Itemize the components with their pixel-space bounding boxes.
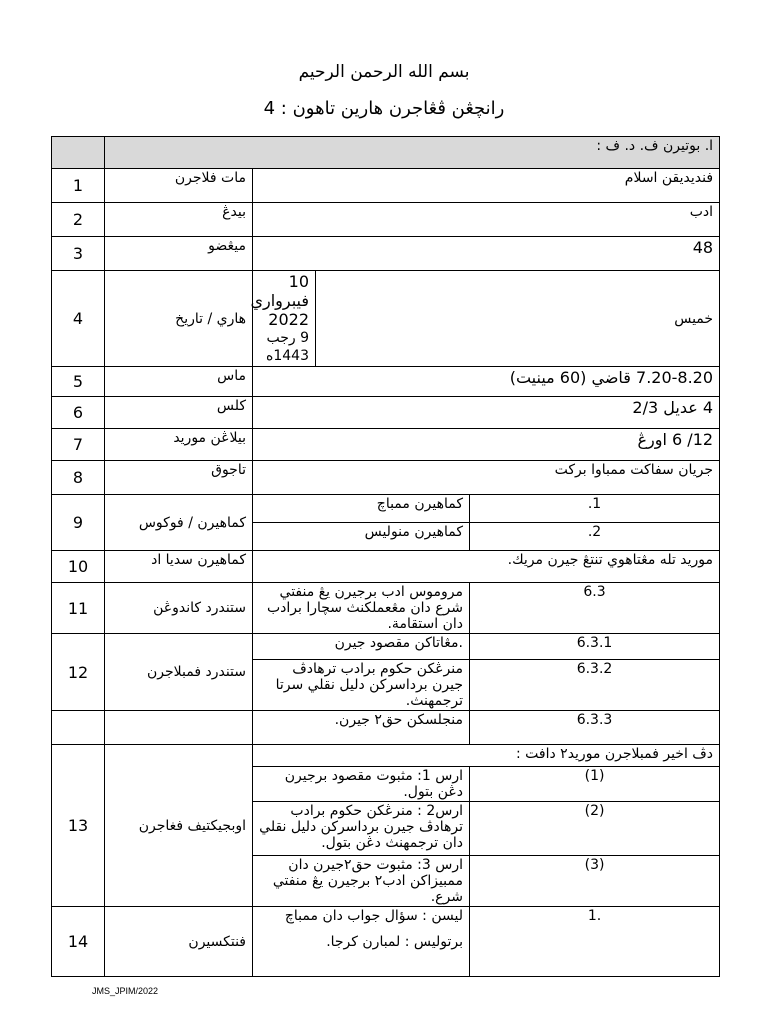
row-label: مات فلاجرن [105, 169, 253, 203]
row-label: بيلاڠن موريد [105, 429, 253, 461]
objective-1-value: ارس 1: مثبوت مقصود برجيرن دڠن بتول. [253, 767, 470, 802]
section-header-row [52, 137, 720, 169]
standard-3-code: 6.3.3 [470, 711, 720, 745]
day-value: خميس [316, 271, 720, 367]
table-row [52, 397, 720, 429]
standard-1-value: .مڠاتاكن مقصود جيرن [253, 634, 470, 660]
row-label: ميڠضو [105, 237, 253, 271]
content-standard-value: مروموس ادب برجيرن يڠ منفتي شرع دان مڠعملكنث سچارا برادب دان استقامة. [253, 583, 470, 634]
table-row [52, 271, 720, 367]
row-number: 7 [52, 429, 105, 461]
row-number: 4 [52, 271, 105, 367]
table-row [52, 907, 720, 977]
standard-3-value: منجلسكن حق٢ جيرن. [253, 711, 470, 745]
row-label: اوبجيكتيف فغاجرن [105, 745, 253, 907]
field-value: ادب [253, 203, 720, 237]
objective-1-number: (1) [470, 767, 720, 802]
row-label: هاري / تاريخ [105, 271, 253, 367]
row-label: فنتكسيرن [105, 907, 253, 977]
footer-code: JMS_JPIM/2022 [92, 986, 159, 996]
objective-2-value: ارس2 : منرڠكن حكوم برادب ترهادڤ جيرن برداسركن دليل نقلي دان ترجمهنث دڠن بتول. [253, 802, 470, 856]
table-row [52, 203, 720, 237]
row-number: 3 [52, 237, 105, 271]
row-number: 12 [52, 634, 105, 711]
assessment-2-value: برتوليس : لمبارن كرجا. [326, 934, 463, 950]
row-number: 1 [52, 169, 105, 203]
class-value: 4 عديل 2/3 [253, 397, 720, 429]
skill-1-number: 1. [470, 495, 720, 523]
table-row [52, 583, 720, 634]
assessment-1-value: ليسن : سؤال جواب دان ممباچ [284, 908, 463, 924]
row-number: 11 [52, 583, 105, 634]
week-value: 48 [253, 237, 720, 271]
date-hijri: 9 رجب 1443ه [266, 330, 309, 364]
table-row [52, 237, 720, 271]
row-number: 9 [52, 495, 105, 551]
prior-knowledge-value: موريد تله مڠتاهوي تنتڠ جيرن مريك. [253, 551, 720, 583]
row-label: كلس [105, 397, 253, 429]
row-label: ستندرد فمبلاجرن [105, 634, 253, 711]
standard-2-code: 6.3.2 [470, 660, 720, 711]
row-label: ماس [105, 367, 253, 397]
row-number: 8 [52, 461, 105, 495]
objective-3-number: (3) [470, 856, 720, 907]
row-label: ستندرد كاندوڠن [105, 583, 253, 634]
subject-value: فنديديقن اسلام [253, 169, 720, 203]
table-row [52, 367, 720, 397]
standard-2-value: منرڠكن حكوم برادب ترهادڤ جيرن برداسركن دليل نقلي سرتا ترجمهنث. [253, 660, 470, 711]
table-row [52, 461, 720, 495]
student-count-value: 12/ 6 اورڠ [253, 429, 720, 461]
row-label: تاجوق [105, 461, 253, 495]
table-row [52, 711, 720, 745]
row-number: 2 [52, 203, 105, 237]
row-number: 10 [52, 551, 105, 583]
table-row [52, 745, 720, 767]
skill-2-value: كماهيرن منوليس [253, 523, 470, 551]
skill-2-number: 2. [470, 523, 720, 551]
row-number: 6 [52, 397, 105, 429]
date-gregorian: 10 فيبرواري 2022 [250, 272, 309, 329]
section-title: ا. بوتيرن ف. د. ف : [105, 137, 720, 169]
row-label: كماهيرن / فوكوس [105, 495, 253, 551]
lesson-plan-table [51, 136, 720, 977]
bismillah-heading: بسم الله الرحمن الرحيم [298, 62, 470, 82]
topic-value: جريان سفاكت ممباوا بركت [253, 461, 720, 495]
objective-3-value: ارس 3: مثبوت حق٢جيرن دان ممبيزاكن ادب٢ برجيرن يڠ منفتي شرع. [253, 856, 470, 907]
skill-1-value: كماهيرن ممباچ [253, 495, 470, 523]
table-row [52, 634, 720, 660]
objective-2-number: (2) [470, 802, 720, 856]
table-row [52, 169, 720, 203]
table-row [52, 551, 720, 583]
time-value: 7.20-8.20 قاضي (60 مينيت) [253, 367, 720, 397]
row-label: بيدڠ [105, 203, 253, 237]
row-label: كماهيرن سديا اد [105, 551, 253, 583]
standard-1-code: 6.3.1 [470, 634, 720, 660]
table-row [52, 495, 720, 523]
page-title: رانچڠن ڤڠاجرن هارين تاهون : 4 [263, 98, 505, 119]
table-row [52, 429, 720, 461]
row-number: 13 [52, 745, 105, 907]
objective-intro: دڤ اخير فمبلاجرن موريد٢ دافت : [253, 745, 720, 767]
row-number: 5 [52, 367, 105, 397]
content-standard-code: 6.3 [470, 583, 720, 634]
assessment-number: .1 [470, 907, 720, 977]
row-number: 14 [52, 907, 105, 977]
